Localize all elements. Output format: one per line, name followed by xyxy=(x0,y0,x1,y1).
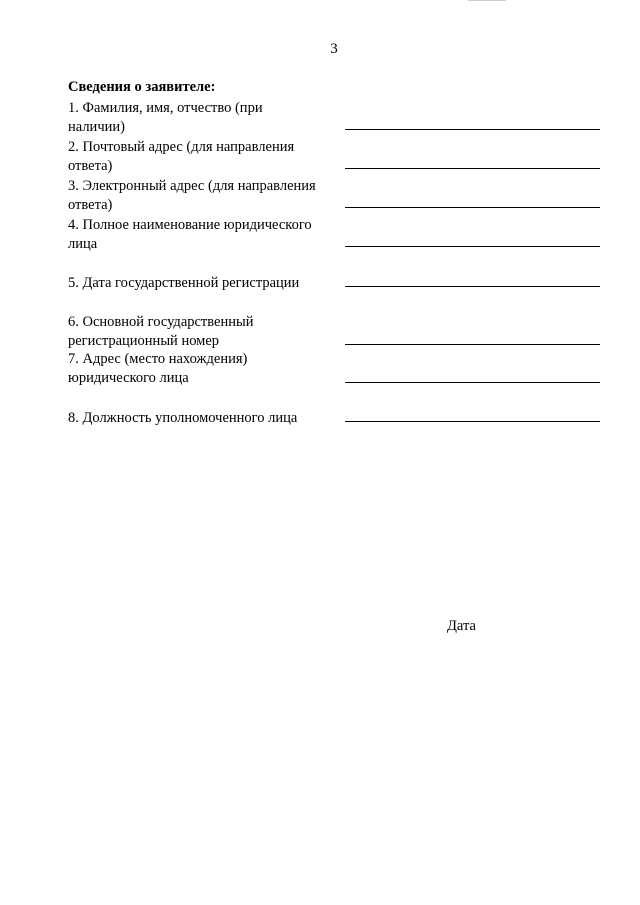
field-label-line: юридического лица xyxy=(68,370,189,386)
field-label-postal-address xyxy=(68,138,338,176)
field-label-full-name xyxy=(68,99,338,137)
field-label-legal-entity-name xyxy=(68,216,338,254)
field-label-line: ответа) xyxy=(68,158,113,174)
field-label-line: 1. Фамилия, имя, отчество (при xyxy=(68,100,263,116)
full-name-entry-line[interactable] xyxy=(345,129,600,130)
date-label: Дата xyxy=(447,618,476,634)
registration-number-entry-line[interactable] xyxy=(345,344,600,345)
field-label-line: лица xyxy=(68,236,98,252)
legal-address-entry-line[interactable] xyxy=(345,382,600,383)
email-address-entry-line[interactable] xyxy=(345,207,600,208)
field-label-line: регистрационный номер xyxy=(68,333,220,349)
field-label-authorized-position xyxy=(68,409,338,428)
field-label-line: 8. Должность уполномоченного лица xyxy=(68,410,298,426)
field-label-line: 7. Адрес (место нахождения) xyxy=(68,351,248,367)
scan-edge-mark xyxy=(468,0,506,1)
postal-address-entry-line[interactable] xyxy=(345,168,600,169)
registration-date-entry-line[interactable] xyxy=(345,286,600,287)
form-title: Сведения о заявителе: xyxy=(68,79,216,95)
field-label-line: 2. Почтовый адрес (для направления xyxy=(68,139,295,155)
field-label-line: 4. Полное наименование юридического xyxy=(68,217,312,233)
field-label-line: 3. Электронный адрес (для направления xyxy=(68,178,316,194)
field-label-legal-address xyxy=(68,350,338,388)
field-label-registration-date xyxy=(68,274,338,293)
field-label-email-address xyxy=(68,177,338,215)
field-label-line: наличии) xyxy=(68,119,125,135)
authorized-position-entry-line[interactable] xyxy=(345,421,600,422)
field-label-registration-number xyxy=(68,313,338,351)
page-number: 3 xyxy=(330,41,338,57)
field-label-line: 6. Основной государственный xyxy=(68,314,254,330)
field-label-line: ответа) xyxy=(68,197,113,213)
legal-entity-name-entry-line[interactable] xyxy=(345,246,600,247)
field-label-line: 5. Дата государственной регистрации xyxy=(68,275,300,291)
